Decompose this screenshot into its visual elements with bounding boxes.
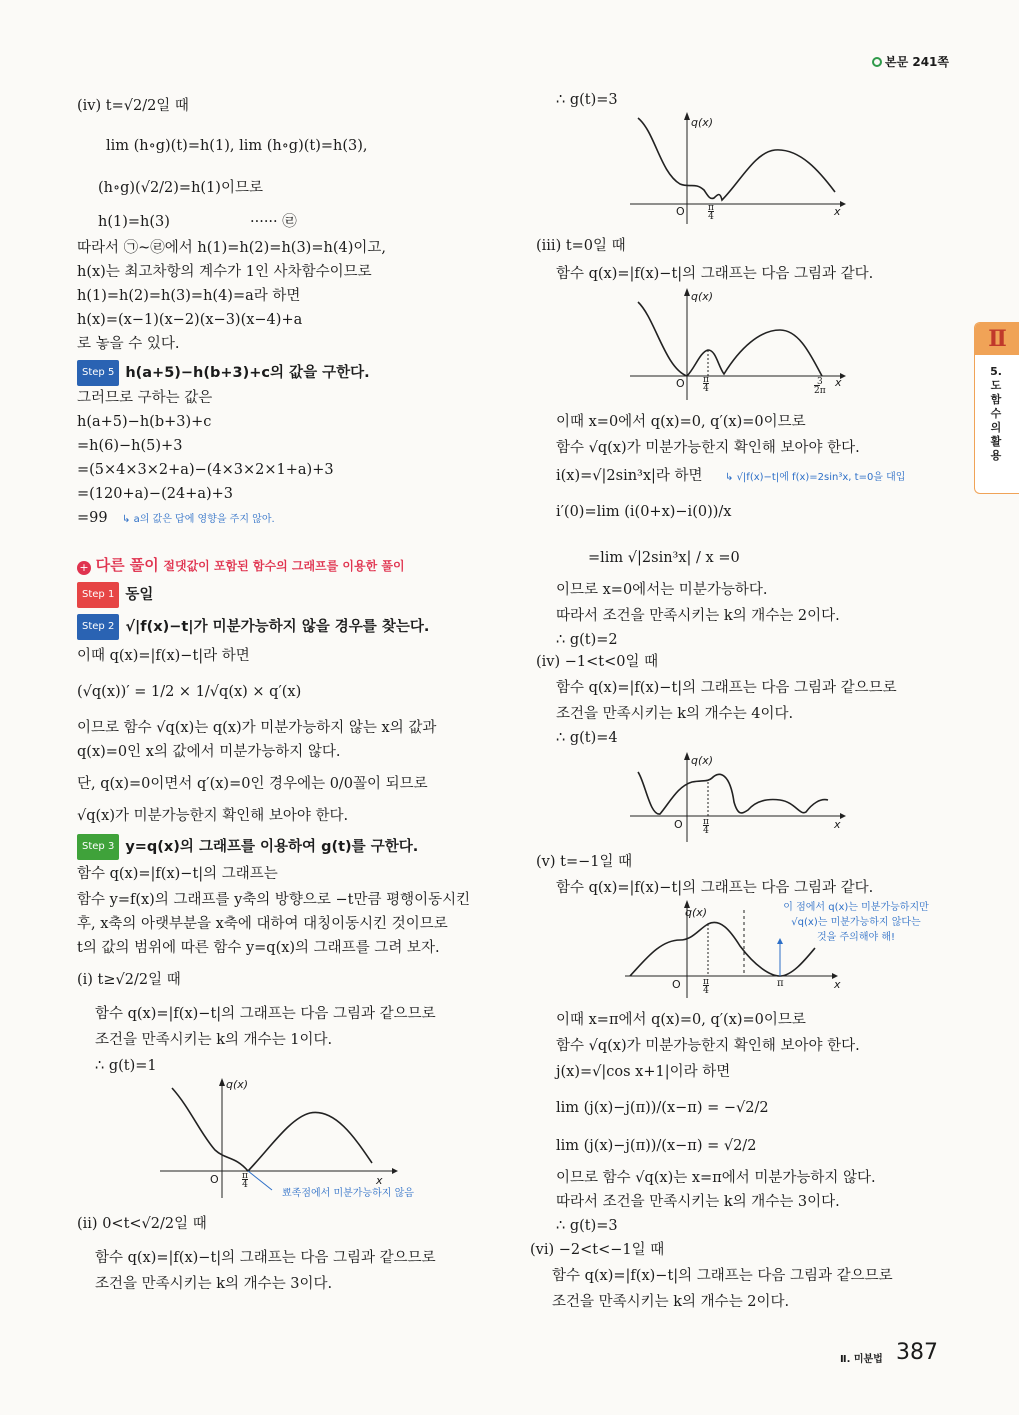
warning-note: 이 점에서 q(x)는 미분가능하지만 √q(x)는 미분가능하지 않다는 것을 주의해야 해! (783, 902, 929, 943)
text-line: 후, x축의 아랫부분을 x축에 대하여 대칭이동시킨 것이므로 (77, 916, 448, 932)
origin-label: O (674, 818, 683, 831)
text-line: j(x)=√|cos x+1|이라 하면 (556, 1064, 731, 1080)
page-ref: 본문 241쪽 (872, 53, 949, 70)
text-line: h(x)는 최고차항의 계수가 1인 사차함수이므로 (77, 264, 372, 280)
text-line: 함수 q(x)=|f(x)−t|의 그래프는 다음 그림과 같으므로 (556, 680, 897, 696)
result-line: ∴ g(t)=3 (556, 1218, 618, 1234)
text-line: h(1)=h(2)=h(3)=h(4)=a라 하면 (77, 288, 301, 304)
limit-line: lim (j(x)−j(π))/(x−π) = −√2/2 (556, 1100, 769, 1116)
alt-solution-header (77, 554, 405, 575)
text-line: 이므로 함수 √q(x)는 x=π에서 미분가능하지 않다. (556, 1170, 876, 1186)
text-line: 단, q(x)=0이면서 q′(x)=0인 경우에는 0/0꼴이 되므로 (77, 776, 428, 792)
text-line: 조건을 만족시키는 k의 개수는 1이다. (95, 1032, 333, 1048)
axis-label-q: q(x) (226, 1078, 249, 1091)
tick-pi4: π 4 (703, 977, 709, 996)
text-line: 함수 y=f(x)의 그래프를 y축의 방향으로 −t만큼 평행이동시킨 (77, 892, 471, 908)
text-line: 따라서 ㉠~㉣에서 h(1)=h(2)=h(3)=h(4)이고, (77, 240, 386, 256)
graph-case-iv (630, 752, 850, 847)
axis-label-q: q(x) (691, 290, 714, 303)
derivative-line: i′(0)=lim (i(0+x)−i(0))/x (556, 504, 732, 520)
footer-section: Ⅱ. 미분법 (840, 1354, 883, 1365)
text-line: 함수 √q(x)가 미분가능한지 확인해 보아야 한다. (556, 440, 860, 456)
limit-line: lim (j(x)−j(π))/(x−π) = √2/2 (556, 1138, 757, 1154)
case-iii-label: (iii) t=0일 때 (536, 238, 626, 254)
tick-pi4: π 4 (703, 375, 709, 394)
calc-line: 그러므로 구하는 값은 (77, 390, 213, 406)
origin-label: O (210, 1173, 219, 1186)
text-line: 함수 √q(x)가 미분가능한지 확인해 보아야 한다. (556, 1038, 860, 1054)
text-line: 함수 q(x)=|f(x)−t|의 그래프는 다음 그림과 같다. (556, 266, 874, 282)
axis-label-q: q(x) (685, 906, 708, 919)
calc-line: =(120+a)−(24+a)+3 (77, 486, 234, 502)
step1-row (77, 582, 153, 608)
plus-circle-icon: + (77, 561, 91, 575)
graph-case-i (160, 1078, 414, 1203)
step3-row (77, 834, 418, 860)
step2-row (77, 614, 429, 640)
tick-3pi2: 3 2π (814, 377, 826, 396)
text-line: q(x)=0인 x의 값에서 미분가능하지 않다. (77, 744, 341, 760)
text-line: 조건을 만족시키는 k의 개수는 4이다. (556, 706, 794, 722)
graph-case-ii (630, 112, 850, 230)
axis-label-x: x (834, 205, 841, 218)
lim-line: lim (h∘g)(t)=h(1), lim (h∘g)(t)=h(3), (106, 138, 368, 154)
text-line: 이때 q(x)=|f(x)−t|라 하면 (77, 648, 250, 664)
derivative-line: (√q(x))′ = 1/2 × 1/√q(x) × q′(x) (77, 684, 302, 700)
case-iv-label: (iv) t=√2/2일 때 (77, 98, 189, 114)
text-line: √q(x)가 미분가능한지 확인해 보아야 한다. (77, 808, 349, 824)
step-title: √|f(x)−t|가 미분가능하지 않을 경우를 찾는다. (125, 619, 430, 635)
step-badge: Step 3 (77, 834, 119, 860)
text-line: 이므로 함수 √q(x)는 q(x)가 미분가능하지 않는 x의 값과 (77, 720, 437, 736)
text-line: 조건을 만족시키는 k의 개수는 3이다. (95, 1276, 333, 1292)
text-line: 따라서 조건을 만족시키는 k의 개수는 2이다. (556, 608, 840, 624)
graph-case-iii (630, 288, 850, 406)
graph-svg (630, 112, 850, 230)
step-badge: Step 1 (77, 582, 119, 608)
alt-subtitle: 절댓값이 포함된 함수의 그래프를 이용한 풀이 (163, 559, 405, 573)
result-line: ∴ g(t)=2 (556, 632, 618, 648)
case-vi-label: (vi) −2<t<−1일 때 (530, 1242, 665, 1258)
text-line: 이므로 x=0에서는 미분가능하다. (556, 582, 768, 598)
result-line: ∴ g(t)=3 (556, 92, 618, 108)
step-title: 동일 (125, 587, 154, 603)
graph-case-v (620, 900, 940, 1004)
equation-tag: ······ ㉣ (250, 214, 297, 230)
axis-label-x: x (376, 1174, 383, 1187)
case-iv-label: (iv) −1<t<0일 때 (536, 654, 659, 670)
text-line: 따라서 조건을 만족시키는 k의 개수는 3이다. (556, 1194, 840, 1210)
case-v-label: (v) t=−1일 때 (536, 854, 633, 870)
page-number: 387 (896, 1340, 938, 1365)
calc-line: h(a+5)−h(b+3)+c (77, 414, 212, 430)
chapter-title: 5.도함수의활용 (990, 365, 1002, 462)
axis-label-q: q(x) (691, 116, 714, 129)
tick-pi4: π 4 (708, 203, 714, 222)
text-line: 이때 x=0에서 q(x)=0, q′(x)=0이므로 (556, 414, 806, 430)
h1h3-line: h(1)=h(3) (98, 214, 170, 230)
tick-pi: π (777, 978, 784, 989)
text-line: 함수 q(x)=|f(x)−t|의 그래프는 다음 그림과 같으므로 (95, 1006, 436, 1022)
hg-line: (h∘g)(√2/2)=h(1)이므로 (98, 180, 263, 196)
text-line: 함수 q(x)=|f(x)−t|의 그래프는 (77, 866, 278, 882)
axis-label-x: x (834, 818, 841, 831)
step-title: y=q(x)의 그래프를 이용하여 g(t)를 구한다. (125, 839, 419, 855)
result-line: ∴ g(t)=1 (95, 1058, 157, 1074)
axis-label-x: x (835, 376, 842, 389)
calc-line: =h(6)−h(5)+3 (77, 438, 183, 454)
axis-label-x: x (834, 978, 841, 991)
origin-label: O (676, 205, 685, 218)
substitution-note: ↳ √|f(x)−t|에 f(x)=2sin³x, t=0을 대입 (725, 472, 906, 483)
step-badge: Step 2 (77, 614, 119, 640)
cusp-note: 뾰족점에서 미분가능하지 않음 (282, 1188, 414, 1199)
step-badge: Step 5 (77, 360, 119, 386)
calc-line: =(5×4×3×2+a)−(4×3×2×1+a)+3 (77, 462, 334, 478)
origin-label: O (672, 978, 681, 991)
graph-svg (630, 752, 850, 847)
text-line: 로 놓을 수 있다. (77, 336, 180, 352)
case-i-label: (i) t≥√2/2일 때 (77, 972, 181, 988)
alt-title: 다른 풀이 (95, 556, 159, 574)
note: ↳ a의 값은 답에 영향을 주지 않아. (122, 514, 275, 525)
tick-pi4: π 4 (703, 817, 709, 836)
text-line: i(x)=√|2sin³x|라 하면 (556, 468, 703, 484)
origin-label: O (676, 377, 685, 390)
text-line: 이때 x=π에서 q(x)=0, q′(x)=0이므로 (556, 1012, 806, 1028)
text-line: t의 값의 범위에 따른 함수 y=q(x)의 그래프를 그려 보자. (77, 940, 440, 956)
text-line: 조건을 만족시키는 k의 개수는 2이다. (552, 1294, 790, 1310)
text-line: 함수 q(x)=|f(x)−t|의 그래프는 다음 그림과 같다. (556, 880, 874, 896)
chapter-numeral: Ⅱ (975, 323, 1019, 355)
text-line: 함수 q(x)=|f(x)−t|의 그래프는 다음 그림과 같으므로 (95, 1250, 436, 1266)
tick-pi4: π 4 (242, 1171, 248, 1190)
axis-label-q: q(x) (691, 754, 714, 767)
step5-row (77, 360, 370, 386)
step-title: h(a+5)−h(b+3)+c의 값을 구한다. (125, 365, 370, 381)
result-line: ∴ g(t)=4 (556, 730, 618, 746)
chapter-tab (974, 322, 1019, 494)
text-line: h(x)=(x−1)(x−2)(x−3)(x−4)+a (77, 312, 303, 328)
text-line: 함수 q(x)=|f(x)−t|의 그래프는 다음 그림과 같으므로 (552, 1268, 893, 1284)
derivative-line: =lim √|2sin³x| / x =0 (588, 550, 740, 566)
calc-result: =99 (77, 510, 108, 526)
circle-icon (872, 57, 882, 67)
case-ii-label: (ii) 0<t<√2/2일 때 (77, 1216, 207, 1232)
